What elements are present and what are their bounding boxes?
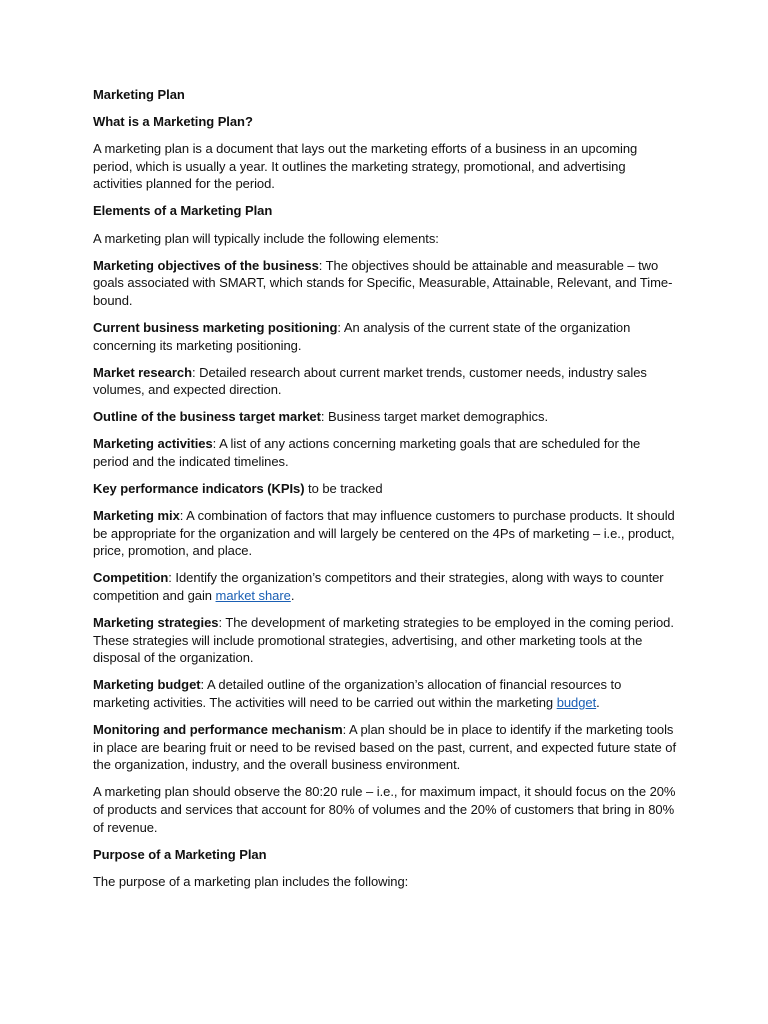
elements-heading: Elements of a Marketing Plan [93,203,273,219]
element-term: Competition [93,570,169,586]
element-text: : A combination of factors that may influence customers to purchase products. It should be appropriate for the organization and will largely be centered on the 4Ps of marketing – i.e., product, price, promotion, and place. [93,508,675,559]
element-marketing-mix [93,507,676,560]
element-positioning [93,319,676,354]
what-is-heading: What is a Marketing Plan? [93,114,253,130]
element-kpis [93,480,676,498]
element-text: to be tracked [304,481,383,497]
element-term: Marketing strategies [93,615,219,631]
element-monitoring [93,721,676,774]
element-text: : A detailed outline of the organization’s allocation of financial resources to marketing activities. The activities will need to be carried out within the marketing [93,677,622,711]
element-text-after: . [290,588,295,604]
element-term: Current business marketing positioning [93,319,338,335]
element-text: : The objectives should be attainable and measurable – two goals associated with SMART, which stands for Specific, Measurable, Attainable, Relevant, and Time-bound. [93,257,673,308]
element-text: : An analysis of the current state of the organization concerning its marketing positioning. [93,319,631,353]
element-term: Key performance indicators (KPIs) [93,481,305,497]
element-term: Marketing budget [93,677,201,693]
element-target-market [93,408,676,426]
element-text: : Business target market demographics. [320,409,549,425]
purpose-intro: The purpose of a marketing plan includes the following: [93,873,409,889]
element-term: Outline of the business target market [93,409,321,425]
element-competition [93,569,676,604]
element-marketing-budget [93,676,676,711]
element-marketing-strategies [93,614,676,667]
element-term: Monitoring and performance mechanism [93,722,343,738]
document-title: Marketing Plan [93,87,185,102]
element-marketing-activities [93,435,676,470]
budget-link[interactable]: budget [556,695,597,711]
element-market-research [93,364,676,399]
element-text-after: . [596,695,600,711]
elements-intro: A marketing plan will typically include the following elements: [93,230,439,246]
definition-paragraph: A marketing plan is a document that lays out the marketing efforts of a business in an upcoming period, which is usually a year. It outlines the marketing strategy, promotional, and advertising activities planned for the period. [93,141,638,192]
element-term: Market research [93,364,192,380]
element-term: Marketing activities [93,436,213,452]
element-term: Marketing mix [93,508,180,524]
element-text: : A list of any actions concerning marketing goals that are scheduled for the period and the indicated timelines. [93,436,641,469]
element-objectives [93,257,676,310]
market-share-link[interactable]: market share [215,588,291,604]
element-text: : Detailed research about current market trends, customer needs, industry sales volumes, and expected direction. [93,364,647,398]
element-term: Marketing objectives of the business [93,257,319,273]
element-text: : A plan should be in place to identify if the marketing tools in place are bearing fruit or need to be revised based on the past, current, and expected future state of the organization, industry, and the overall business environment. [93,722,677,773]
element-text: : The development of marketing strategies to be employed in the coming period. These strategies will include promotional strategies, advertising, and other marketing tools at the disposal of the organization. [93,615,674,666]
element-text: : Identify the organization’s competitors and their strategies, along with ways to counter competition and gain [93,570,664,604]
rule-paragraph: A marketing plan should observe the 80:20 rule – i.e., for maximum impact, it should focus on the 20% of products and services that account for 80% of volumes and the 20% of customers that bring in 80% of revenue. [93,784,676,835]
purpose-heading: Purpose of a Marketing Plan [93,846,267,862]
